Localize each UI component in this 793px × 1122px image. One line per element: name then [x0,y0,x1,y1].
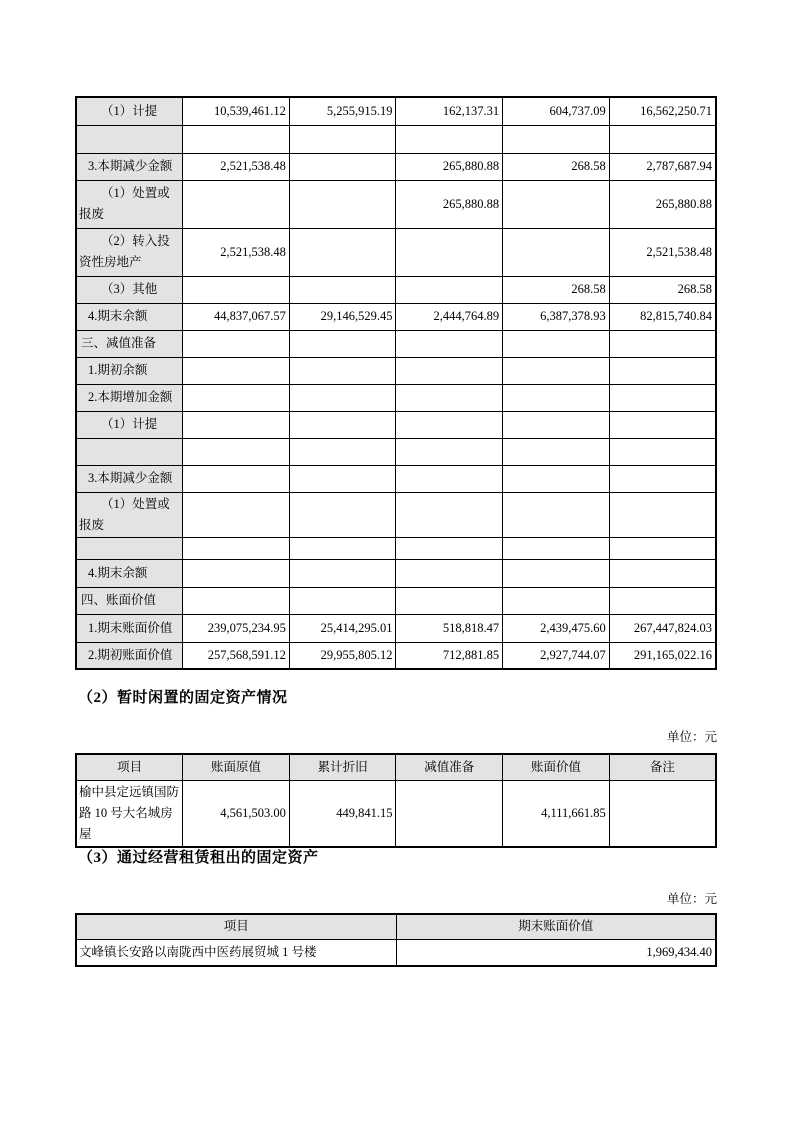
row-label: （1）处置或报废 [76,492,183,537]
value-cell [183,357,290,384]
value-cell [609,587,716,614]
row-label [76,537,183,559]
value-cell: 29,955,805.12 [289,642,396,669]
value-cell [396,492,503,537]
table-row [76,559,716,587]
value-cell [396,125,503,153]
value-cell: 239,075,234.95 [183,614,290,642]
value-cell: 16,562,250.71 [609,97,716,125]
value-cell: 44,837,067.57 [183,303,290,330]
value-cell [503,587,610,614]
table-row [76,492,716,537]
row-label [76,125,183,153]
value-cell [183,465,290,492]
row-label: 3.本期减少金额 [76,465,183,492]
table-row [76,330,716,357]
table-row [76,614,716,642]
value-cell [396,330,503,357]
value-cell: 2,521,538.48 [609,228,716,276]
value-cell [503,559,610,587]
value-cell: 82,815,740.84 [609,303,716,330]
column-header: 减值准备 [396,754,503,780]
row-label: 4.期末余额 [76,303,183,330]
value-cell [609,438,716,465]
fixed-assets-movement-table-wrap [75,96,717,670]
value-cell [396,357,503,384]
value-cell [396,587,503,614]
value-cell: 268.58 [503,153,610,180]
value-cell: 2,787,687.94 [609,153,716,180]
value-cell [503,384,610,411]
value-cell [183,180,290,228]
value-cell [609,125,716,153]
value-cell [289,357,396,384]
value-cell [609,330,716,357]
row-label: 三、减值准备 [76,330,183,357]
value-cell [503,180,610,228]
value-cell [396,465,503,492]
table-row [76,228,716,276]
value-cell [396,438,503,465]
value-cell: 29,146,529.45 [289,303,396,330]
column-header: 项目 [76,914,396,939]
value-cell [503,357,610,384]
value-cell: 1,969,434.40 [396,939,716,966]
value-cell [609,384,716,411]
row-label: （1）处置或报废 [76,180,183,228]
idle-fixed-assets-table [75,753,717,848]
row-label: 四、账面价值 [76,587,183,614]
value-cell [503,438,610,465]
value-cell: 2,439,475.60 [503,614,610,642]
value-cell [503,330,610,357]
value-cell [503,125,610,153]
value-cell [183,330,290,357]
value-cell: 4,111,661.85 [503,780,610,847]
value-cell [183,537,290,559]
value-cell [183,384,290,411]
row-label: 榆中县定远镇国防路 10 号大名城房屋 [76,780,183,847]
row-label: 2.本期增加金额 [76,384,183,411]
table-row [76,303,716,330]
value-cell [289,180,396,228]
row-label: （3）其他 [76,276,183,303]
value-cell: 10,539,461.12 [183,97,290,125]
value-cell [289,384,396,411]
table-row [76,537,716,559]
value-cell [289,228,396,276]
table-header-row [76,914,716,939]
value-cell: 291,165,022.16 [609,642,716,669]
table-row [76,438,716,465]
idle-fixed-assets-table-wrap [75,753,717,848]
table-row [76,384,716,411]
value-cell: 268.58 [503,276,610,303]
row-label: 2.期初账面价值 [76,642,183,669]
fixed-assets-movement-table [75,96,717,670]
table-row [76,153,716,180]
value-cell [289,492,396,537]
column-header: 账面原值 [183,754,290,780]
value-cell [503,537,610,559]
table-row [76,357,716,384]
value-cell: 2,927,744.07 [503,642,610,669]
value-cell [503,492,610,537]
value-cell [183,411,290,438]
table-row [76,411,716,438]
column-header: 累计折旧 [289,754,396,780]
value-cell [289,276,396,303]
value-cell: 265,880.88 [609,180,716,228]
value-cell [396,411,503,438]
value-cell [503,465,610,492]
unit-label: 单位：元 [666,730,717,744]
row-label: 4.期末余额 [76,559,183,587]
value-cell: 518,818.47 [396,614,503,642]
value-cell [396,537,503,559]
value-cell: 267,447,824.03 [609,614,716,642]
value-cell [609,780,716,847]
value-cell [609,411,716,438]
value-cell [183,492,290,537]
value-cell: 6,387,378.93 [503,303,610,330]
value-cell [289,330,396,357]
value-cell: 449,841.15 [289,780,396,847]
value-cell [289,153,396,180]
value-cell [183,125,290,153]
value-cell [289,438,396,465]
table-row [76,276,716,303]
column-header: 项目 [76,754,183,780]
table-header-row [76,754,716,780]
value-cell [396,559,503,587]
column-header: 期末账面价值 [396,914,716,939]
value-cell: 25,414,295.01 [289,614,396,642]
row-label: 1.期初余额 [76,357,183,384]
value-cell [183,276,290,303]
table-row [76,939,716,966]
section-heading-idle-fixed-assets: （2）暂时闲置的固定资产情况 [78,690,288,706]
section-heading-leased-out-fixed-assets: （3）通过经营租赁租出的固定资产 [78,850,319,866]
value-cell [396,384,503,411]
value-cell: 257,568,591.12 [183,642,290,669]
table-row [76,97,716,125]
table-row [76,642,716,669]
value-cell [396,228,503,276]
value-cell [503,228,610,276]
value-cell [396,276,503,303]
table-row [76,125,716,153]
value-cell: 712,881.85 [396,642,503,669]
value-cell [396,780,503,847]
row-label: （1）计提 [76,97,183,125]
value-cell [609,537,716,559]
column-header: 账面价值 [503,754,610,780]
column-header: 备注 [609,754,716,780]
leased-out-fixed-assets-table [75,913,717,967]
value-cell: 4,561,503.00 [183,780,290,847]
row-label [76,438,183,465]
value-cell [289,559,396,587]
unit-label: 单位：元 [666,892,717,906]
value-cell: 2,521,538.48 [183,153,290,180]
value-cell [609,559,716,587]
value-cell: 2,521,538.48 [183,228,290,276]
value-cell [503,411,610,438]
leased-out-fixed-assets-table-wrap [75,913,717,967]
value-cell [183,559,290,587]
value-cell [609,465,716,492]
value-cell: 265,880.88 [396,180,503,228]
row-label: （2）转入投资性房地产 [76,228,183,276]
value-cell [609,357,716,384]
table-row [76,780,716,847]
value-cell: 604,737.09 [503,97,610,125]
value-cell: 268.58 [609,276,716,303]
table-row [76,180,716,228]
row-label: （1）计提 [76,411,183,438]
table-row [76,587,716,614]
value-cell [289,587,396,614]
value-cell [289,465,396,492]
row-label: 文峰镇长安路以南陇西中医药展贸城 1 号楼 [76,939,396,966]
value-cell [289,537,396,559]
value-cell: 2,444,764.89 [396,303,503,330]
value-cell [289,411,396,438]
value-cell [609,492,716,537]
row-label: 1.期末账面价值 [76,614,183,642]
value-cell [183,587,290,614]
value-cell: 265,880.88 [396,153,503,180]
value-cell [183,438,290,465]
value-cell [289,125,396,153]
row-label: 3.本期减少金额 [76,153,183,180]
table-row [76,465,716,492]
value-cell: 5,255,915.19 [289,97,396,125]
value-cell: 162,137.31 [396,97,503,125]
